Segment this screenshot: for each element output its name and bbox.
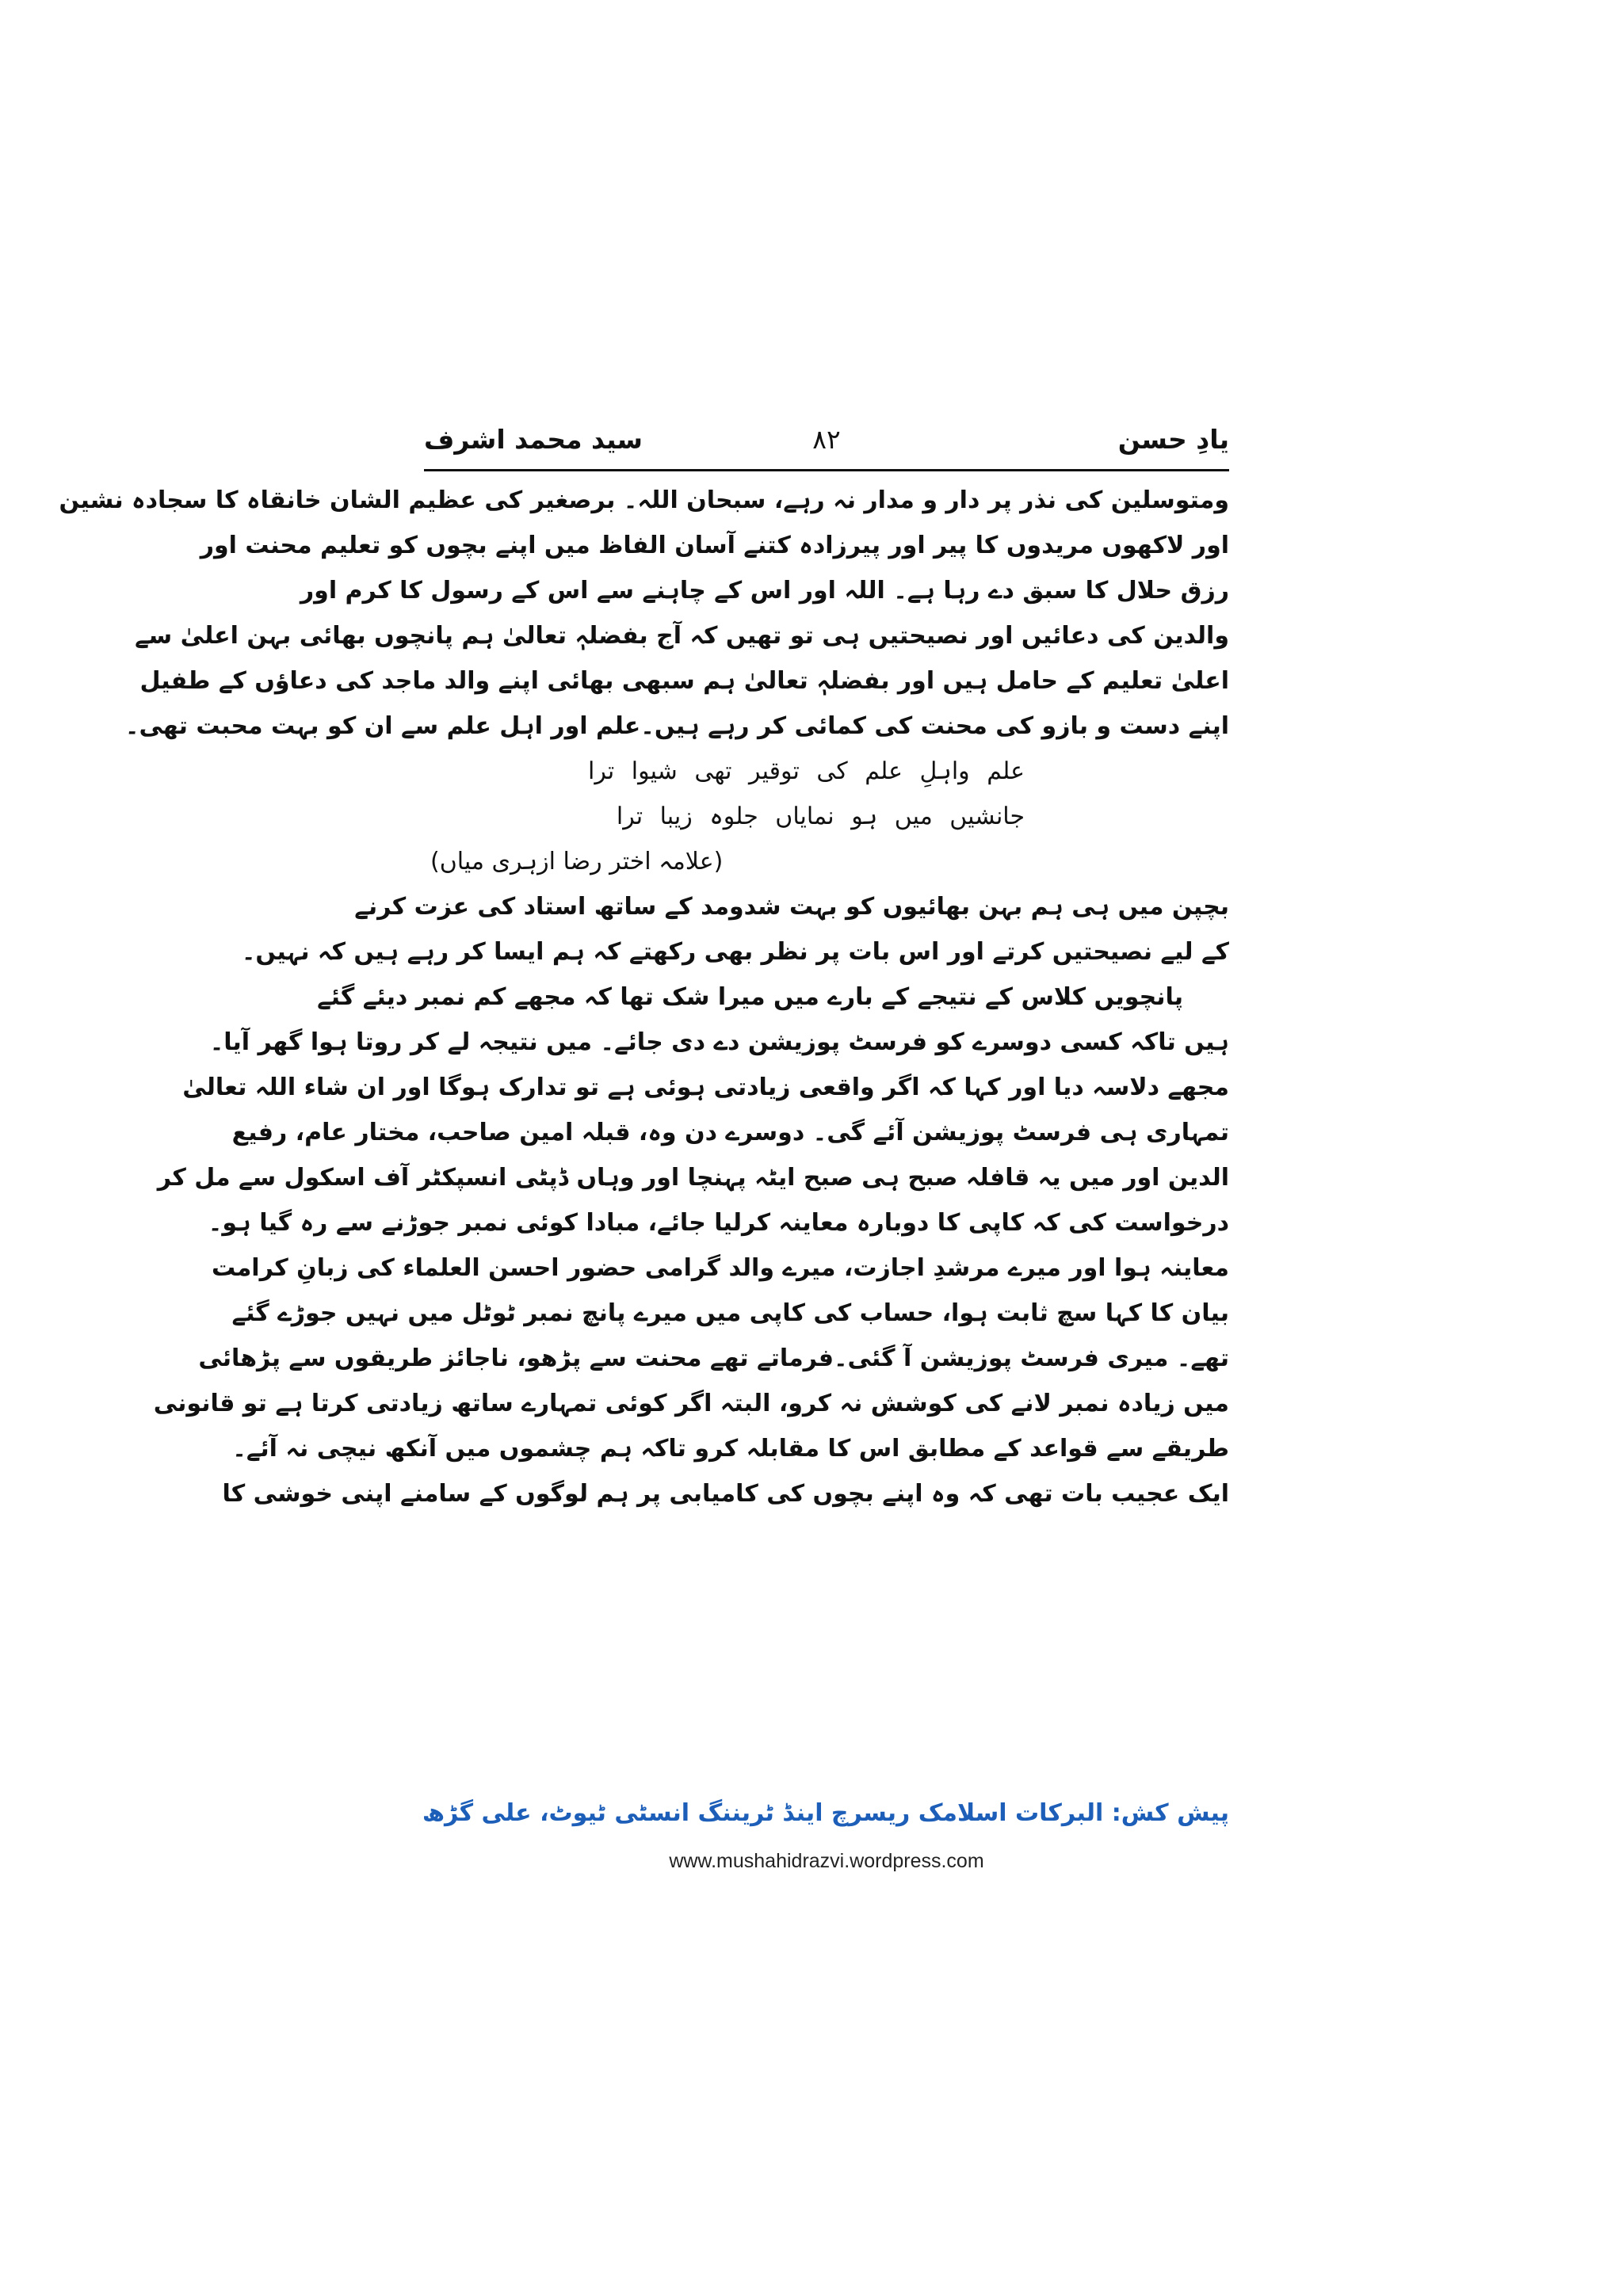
text-line: پانچویں کلاس کے نتیجے کے بارے میں میرا شک تھا کہ مجھے کم نمبر دیئے گئے [317,983,1183,1011]
verse-line: جانشیں میں ہو نمایاں جلوہ زیبا ترا [616,803,1025,830]
text-line: رزق حلال کا سبق دے رہا ہے۔ اللہ اور اس کے چاہنے سے اس کے رسول کا کرم اور [300,577,1229,605]
text-line: اپنے دست و بازو کی محنت کی کمائی کر رہے ہیں۔علم اور اہل علم سے ان کو بہت محبت تھی۔ [124,712,1229,740]
running-header [424,420,1229,466]
website-url[interactable]: www.mushahidrazvi.wordpress.com [669,1850,984,1872]
text-line: والدین کی دعائیں اور نصیحتیں ہی تو تھیں کہ آج بفضلہٖ تعالیٰ ہم پانچوں بھائی بہن اعلیٰ سے [135,622,1229,650]
verse-line: علم واہلِ علم کی توقیر تھی شیوا ترا [588,757,1025,785]
text-line: کے لیے نصیحتیں کرتے اور اس بات پر نظر بھی رکھتے کہ ہم ایسا کر رہے ہیں کہ نہیں۔ [241,938,1229,966]
text-line: ومتوسلین کی نذر پر دار و مدار نہ رہے، سبحان اللہ۔ برصغیر کی عظیم الشان خانقاہ کا سجادہ نشین [59,486,1229,514]
page-body [59,478,1229,1516]
header-divider [424,469,1229,471]
book-title: یادِ حسن [1117,424,1229,455]
text-line: الدین اور میں یہ قافلہ صبح ہی صبح ایٹہ پہنچا اور وہاں ڈپٹی انسپکٹر آف اسکول سے مل کر [157,1164,1229,1192]
page-number: ۸۲ [812,424,841,455]
text-line: بیان کا کہا سچ ثابت ہوا، حساب کی کاپی میں میرے پانچ نمبر ٹوٹل میں نہیں جوڑے گئے [231,1299,1229,1327]
publisher-credit: پیش کش: البرکات اسلامک ریسرچ اینڈ ٹریننگ انسٹی ٹیوٹ، علی گڑھ [422,1799,1229,1827]
text-line: درخواست کی کہ کاپی کا دوبارہ معاینہ کرلیا جائے، مبادا کوئی نمبر جوڑنے سے رہ گیا ہو۔ [208,1209,1229,1237]
author-name: سید محمد اشرف [424,424,643,455]
text-line: تھے۔ میری فرسٹ پوزیشن آ گئی۔فرماتے تھے محنت سے پڑھو، ناجائز طریقوں سے پڑھائی [198,1344,1229,1372]
text-line: اور لاکھوں مریدوں کا پیر اور پیرزادہ کتنے آسان الفاظ میں اپنے بچوں کو تعلیم محنت اور [200,532,1229,559]
text-line: اعلیٰ تعلیم کے حامل ہیں اور بفضلہٖ تعالیٰ ہم سبھی بھائی اپنے والد ماجد کی دعاؤں کے طفیل [139,667,1229,695]
text-line: مجھے دلاسہ دیا اور کہا کہ اگر واقعی زیادتی ہوئی ہے تو تدارک ہوگا اور ان شاء اللہ تعالیٰ [182,1074,1229,1101]
text-line: ایک عجیب بات تھی کہ وہ اپنے بچوں کی کامیابی پر ہم لوگوں کے سامنے اپنی خوشی کا [222,1480,1229,1508]
text-line: ہیں تاکہ کسی دوسرے کو فرسٹ پوزیشن دے دی جائے۔ میں نتیجہ لے کر روتا ہوا گھر آیا۔ [209,1028,1229,1056]
text-line: معاینہ ہوا اور میرے مرشدِ اجازت، میرے والد گرامی حضور احسن العلماء کی زبانِ کرامت [211,1254,1229,1282]
text-line: بچپن میں ہی ہم بہن بھائیوں کو بہت شدومد کے ساتھ استاد کی عزت کرنے [354,893,1229,921]
verse-attribution: (علامہ اختر رضا ازہری میاں) [430,848,724,875]
text-line: تمہاری ہی فرسٹ پوزیشن آئے گی۔ دوسرے دن وہ، قبلہ امین صاحب، مختار عام، رفیع [231,1119,1229,1146]
text-line: طریقے سے قواعد کے مطابق اس کا مقابلہ کرو تاکہ ہم چشموں میں آنکھ نیچی نہ آئے۔ [232,1435,1229,1463]
text-line: میں زیادہ نمبر لانے کی کوشش نہ کرو، البتہ اگر کوئی تمہارے ساتھ زیادتی کرتا ہے تو قانونی [153,1390,1229,1417]
